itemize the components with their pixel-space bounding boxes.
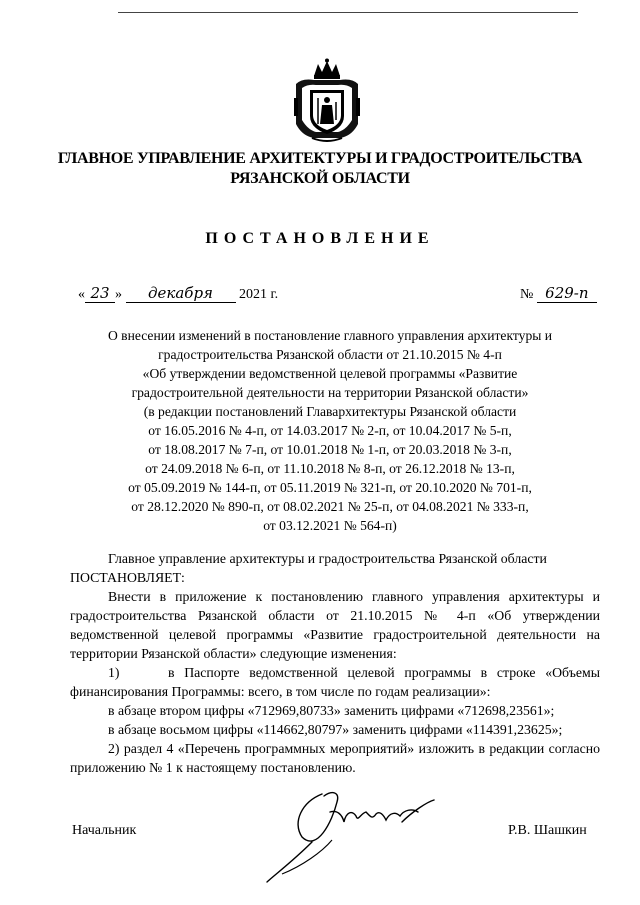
document-date [78,284,278,303]
document-number [520,284,597,303]
body-paragraph: 2) раздел 4 «Перечень программных мероприятий» изложить в редакции согласно приложению № 1 к настоящему постановлению. [70,741,600,775]
scan-edge-line [118,12,578,13]
signatory-name: Р.В. Шашкин [508,823,587,838]
subject-line: (в редакции постановлений Главархитектуры Рязанской области [143,404,517,419]
body-paragraph: в абзаце втором цифры «712969,80733» заменить цифрами «712698,23561»; [108,703,555,718]
date-year: 2021 г. [239,287,279,302]
subject-line: градостроительной деятельности на территории Рязанской области» [131,385,529,400]
date-month: декабря [126,284,236,303]
organization-name-line2: РЯЗАНСКОЙ ОБЛАСТИ [230,170,410,187]
subject-line: «Об утверждении ведомственной целевой программы «Развитие [142,366,518,381]
subject-line: от 18.08.2017 № 7-п, от 10.01.2018 № 1-п, от 20.03.2018 № 3-п, [148,442,512,457]
subject-line: от 28.12.2020 № 890-п, от 08.02.2021 № 25-п, от 04.08.2021 № 333-п, [131,499,529,514]
organization-name-line1: ГЛАВНОЕ УПРАВЛЕНИЕ АРХИТЕКТУРЫ И ГРАДОСТРОИТЕЛЬСТВА [57,150,583,167]
number-prefix: № [520,287,534,302]
subject-line: градостроительства Рязанской области от 21.10.2015 № 4-п [158,347,502,362]
subject-line: от 16.05.2016 № 4-п, от 14.03.2017 № 2-п, от 10.04.2017 № 5-п, [148,423,512,438]
subject-line: О внесении изменений в постановление главного управления архитектуры и [107,328,553,343]
document-type-title: ПОСТАНОВЛЕНИЕ [205,230,435,247]
document-body [70,549,600,777]
body-paragraph: в абзаце восьмом цифры «114662,80797» заменить цифрами «114391,23625»; [108,722,563,737]
subject-line: от 24.09.2018 № 6-п, от 11.10.2018 № 8-п, от 26.12.2018 № 13-п, [145,461,515,476]
document-subject [70,326,590,535]
body-paragraph: 1) в Паспорте ведомственной целевой программы в строке «Объемы финансирования Программы: всего, в том числе по годам реализации»: [70,665,600,699]
number-value: 629-п [537,284,597,303]
date-day: 23 [85,284,115,303]
decree-word: ПОСТАНОВЛЯЕТ: [70,570,185,585]
body-paragraph: Внести в приложение к постановлению главного управления архитектуры и градостроительства Рязанской области от 21.10.2015 № 4-п «Об утверждении ведомственной целевой программы «Развитие градостроительной деятельности на территории Рязанской области» следующие изменения: [70,589,600,661]
date-open-quote: « [78,287,85,302]
signatory-position: Начальник [72,823,137,838]
preamble-text: Главное управление архитектуры и градостроительства Рязанской области [108,551,547,566]
subject-line: от 05.09.2019 № 144-п, от 05.11.2019 № 321-п, от 20.10.2020 № 701-п, [128,480,532,495]
subject-line: от 03.12.2021 № 564-п) [263,518,397,533]
date-close-quote: » [115,287,122,302]
handwritten-signature [262,782,442,892]
coat-of-arms-emblem [292,58,362,144]
